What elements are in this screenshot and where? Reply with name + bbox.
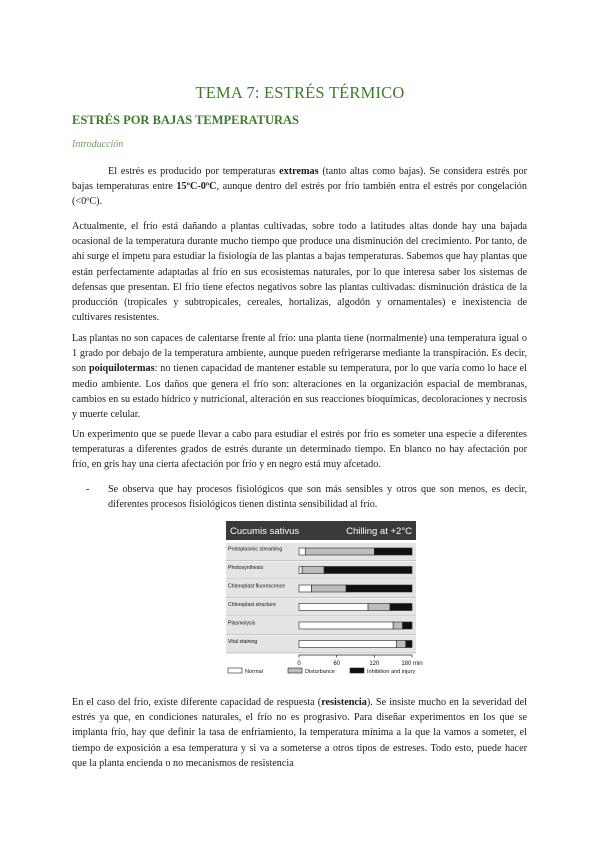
bold-term-extremas: extremas: [279, 166, 319, 177]
bullet-marker: -: [86, 484, 90, 495]
chart-x-tick-label: 0: [297, 661, 301, 667]
chart-bar-normal: [299, 567, 302, 574]
text-run: En el caso del frío, existe diferente capacidad de respuesta (: [72, 697, 322, 708]
chart-row-label: Photosynthesis: [228, 565, 264, 571]
subsection-heading: Introducción: [72, 139, 124, 150]
chart-bar-disturbance: [302, 567, 324, 574]
chart-bar-disturbance: [393, 622, 402, 629]
chart-title: Cucumis sativus: [230, 526, 300, 537]
text-run: Las plantas no son capaces de calentarse frente al frío: una planta tiene (normalmente) una temperatura igual o 1 grado por debajo de la temperatura ambiente, aunque pueden refrigerarse mediante la transpiración. Es decir, son: [72, 333, 527, 375]
chart-bar-normal: [299, 585, 312, 592]
chart-x-tick-label: 120: [369, 661, 380, 667]
chart-bar-inhibition: [374, 548, 412, 555]
chart-bar-inhibition: [403, 622, 412, 629]
chart-bar-inhibition: [346, 585, 412, 592]
chart-bar-normal: [299, 622, 393, 629]
chart-row-label: Plasmolysis: [228, 620, 256, 627]
chart-x-tick-label: 60: [333, 661, 341, 667]
chart-subtitle: Chilling at +2°C: [346, 526, 412, 537]
bold-term-poiquilotermas: poiquilotermas: [88, 363, 155, 375]
chart-bar-disturbance: [368, 604, 390, 611]
chart-bar-normal: [299, 641, 396, 648]
chart-bar-inhibition: [406, 641, 412, 648]
chart-row-label: Vital staining: [228, 639, 258, 645]
paragraph-resistance: [72, 695, 527, 771]
chart-bar-inhibition: [324, 567, 412, 574]
chart-legend-label: Inhibition and injury: [367, 669, 416, 675]
chart-bar-disturbance: [312, 585, 347, 592]
section-heading: ESTRÉS POR BAJAS TEMPERATURAS: [72, 113, 300, 127]
chart-row-label: Chloroplast fluorescence: [228, 583, 286, 590]
bullet-text: Se observa que hay procesos fisiológicos que son más sensibles y otros que son menos, es decir, diferentes procesos fisiológicos tienen distinta sensibilidad al frío.: [108, 484, 527, 511]
chilling-chart: [226, 521, 423, 687]
chart-legend-label: Normal: [245, 669, 264, 675]
chart-bar-disturbance: [305, 548, 374, 555]
chart-bar-normal: [299, 548, 305, 555]
text-run: El estrés es producido por temperaturas: [108, 166, 280, 177]
text-run: ). Se insiste mucho en la severidad del estrés ya que, en condiciones naturales, el frío no es prograsivo. Para diseñar experimentos en los que se implanta frío, hay que definir la tasa de enfriamiento, la temperatura mínima a la que la vamos a someter, el tiempo de exposición a esa temperatura y si va a someterse a otros tipos de estreses. Todo esto, puede hacer que la planta encienda o no mecanismos de resistencia: [72, 697, 527, 769]
chart-bar-inhibition: [390, 604, 412, 611]
chart-legend-swatch-disturbance: [288, 668, 302, 673]
paragraph-experiment: Un experimento que se puede llevar a cabo para estudiar el estrés por frío es someter una especie a diferentes temperaturas a diferentes grados de estrés durante un determinado tiempo. En blanco no hay afectación por frío, en gris hay una cierta afectación por frío y en negro está muy afcetado.: [72, 429, 527, 471]
page-title: TEMA 7: ESTRÉS TÉRMICO: [195, 83, 405, 102]
chart-legend-label: Disturbance: [305, 669, 335, 675]
text-run: , aunque dentro del estrés por frío también entra el estrés por congelación (<0ºC).: [72, 181, 527, 208]
paragraph-cultivation: Actualmente, el frío está dañando a plantas cultivadas, sobre todo a latitudes altas donde hay una bajada ocasional de la temperatura durante mucho tiempo que produce una disminución del crecimiento. Por tanto, de ahí surge el ímpetu para estudiar la fisiología de las plantas a bajas temperaturas. Sabemos que hay plantas que están perfectamente adaptadas al frío en sus ecosistemas naturales, por lo que interesa saber los sistemas de defensas que presentan. El frío tiene efectos negativos sobre las plantas cultivadas: disminución drástica de la producción (tropicales y subtropicales, cereales, hortalizas, algodón y ornamentales) e inexistencia de cultivares resistentes.: [72, 221, 527, 324]
chart-bar-disturbance: [396, 641, 405, 648]
chart-bar-normal: [299, 604, 368, 611]
paragraph-poikilotherms: [72, 331, 527, 422]
paragraph-intro: [72, 164, 527, 210]
chart-legend-swatch-normal: [228, 668, 242, 673]
bold-term-range: 15ºC-0ºC: [176, 181, 217, 193]
text-run: : no tienen capacidad de mantener estable su temperatura, por lo que varía como lo hace el medio ambiente. Los daños que genera el frío son: alteraciones en la organización espacial de membranas, cambios en su estado hídrico y nutricional, alteración en sus reacciones bioquímicas, decoloraciones y necrosis y muerte celular.: [72, 363, 527, 421]
chilling-figure: [226, 521, 423, 687]
bold-term-resistencia: resistencia: [321, 697, 367, 708]
chart-row-label: Protoplasmic streaming: [228, 546, 283, 553]
chart-x-tick-label: 180 min: [401, 661, 423, 667]
chart-legend-swatch-inhibition: [350, 668, 364, 673]
chart-row-label: Chloroplast structure: [228, 602, 276, 608]
text-run: (tanto altas como bajas). Se considera estrés por bajas temperaturas entre: [72, 166, 527, 193]
